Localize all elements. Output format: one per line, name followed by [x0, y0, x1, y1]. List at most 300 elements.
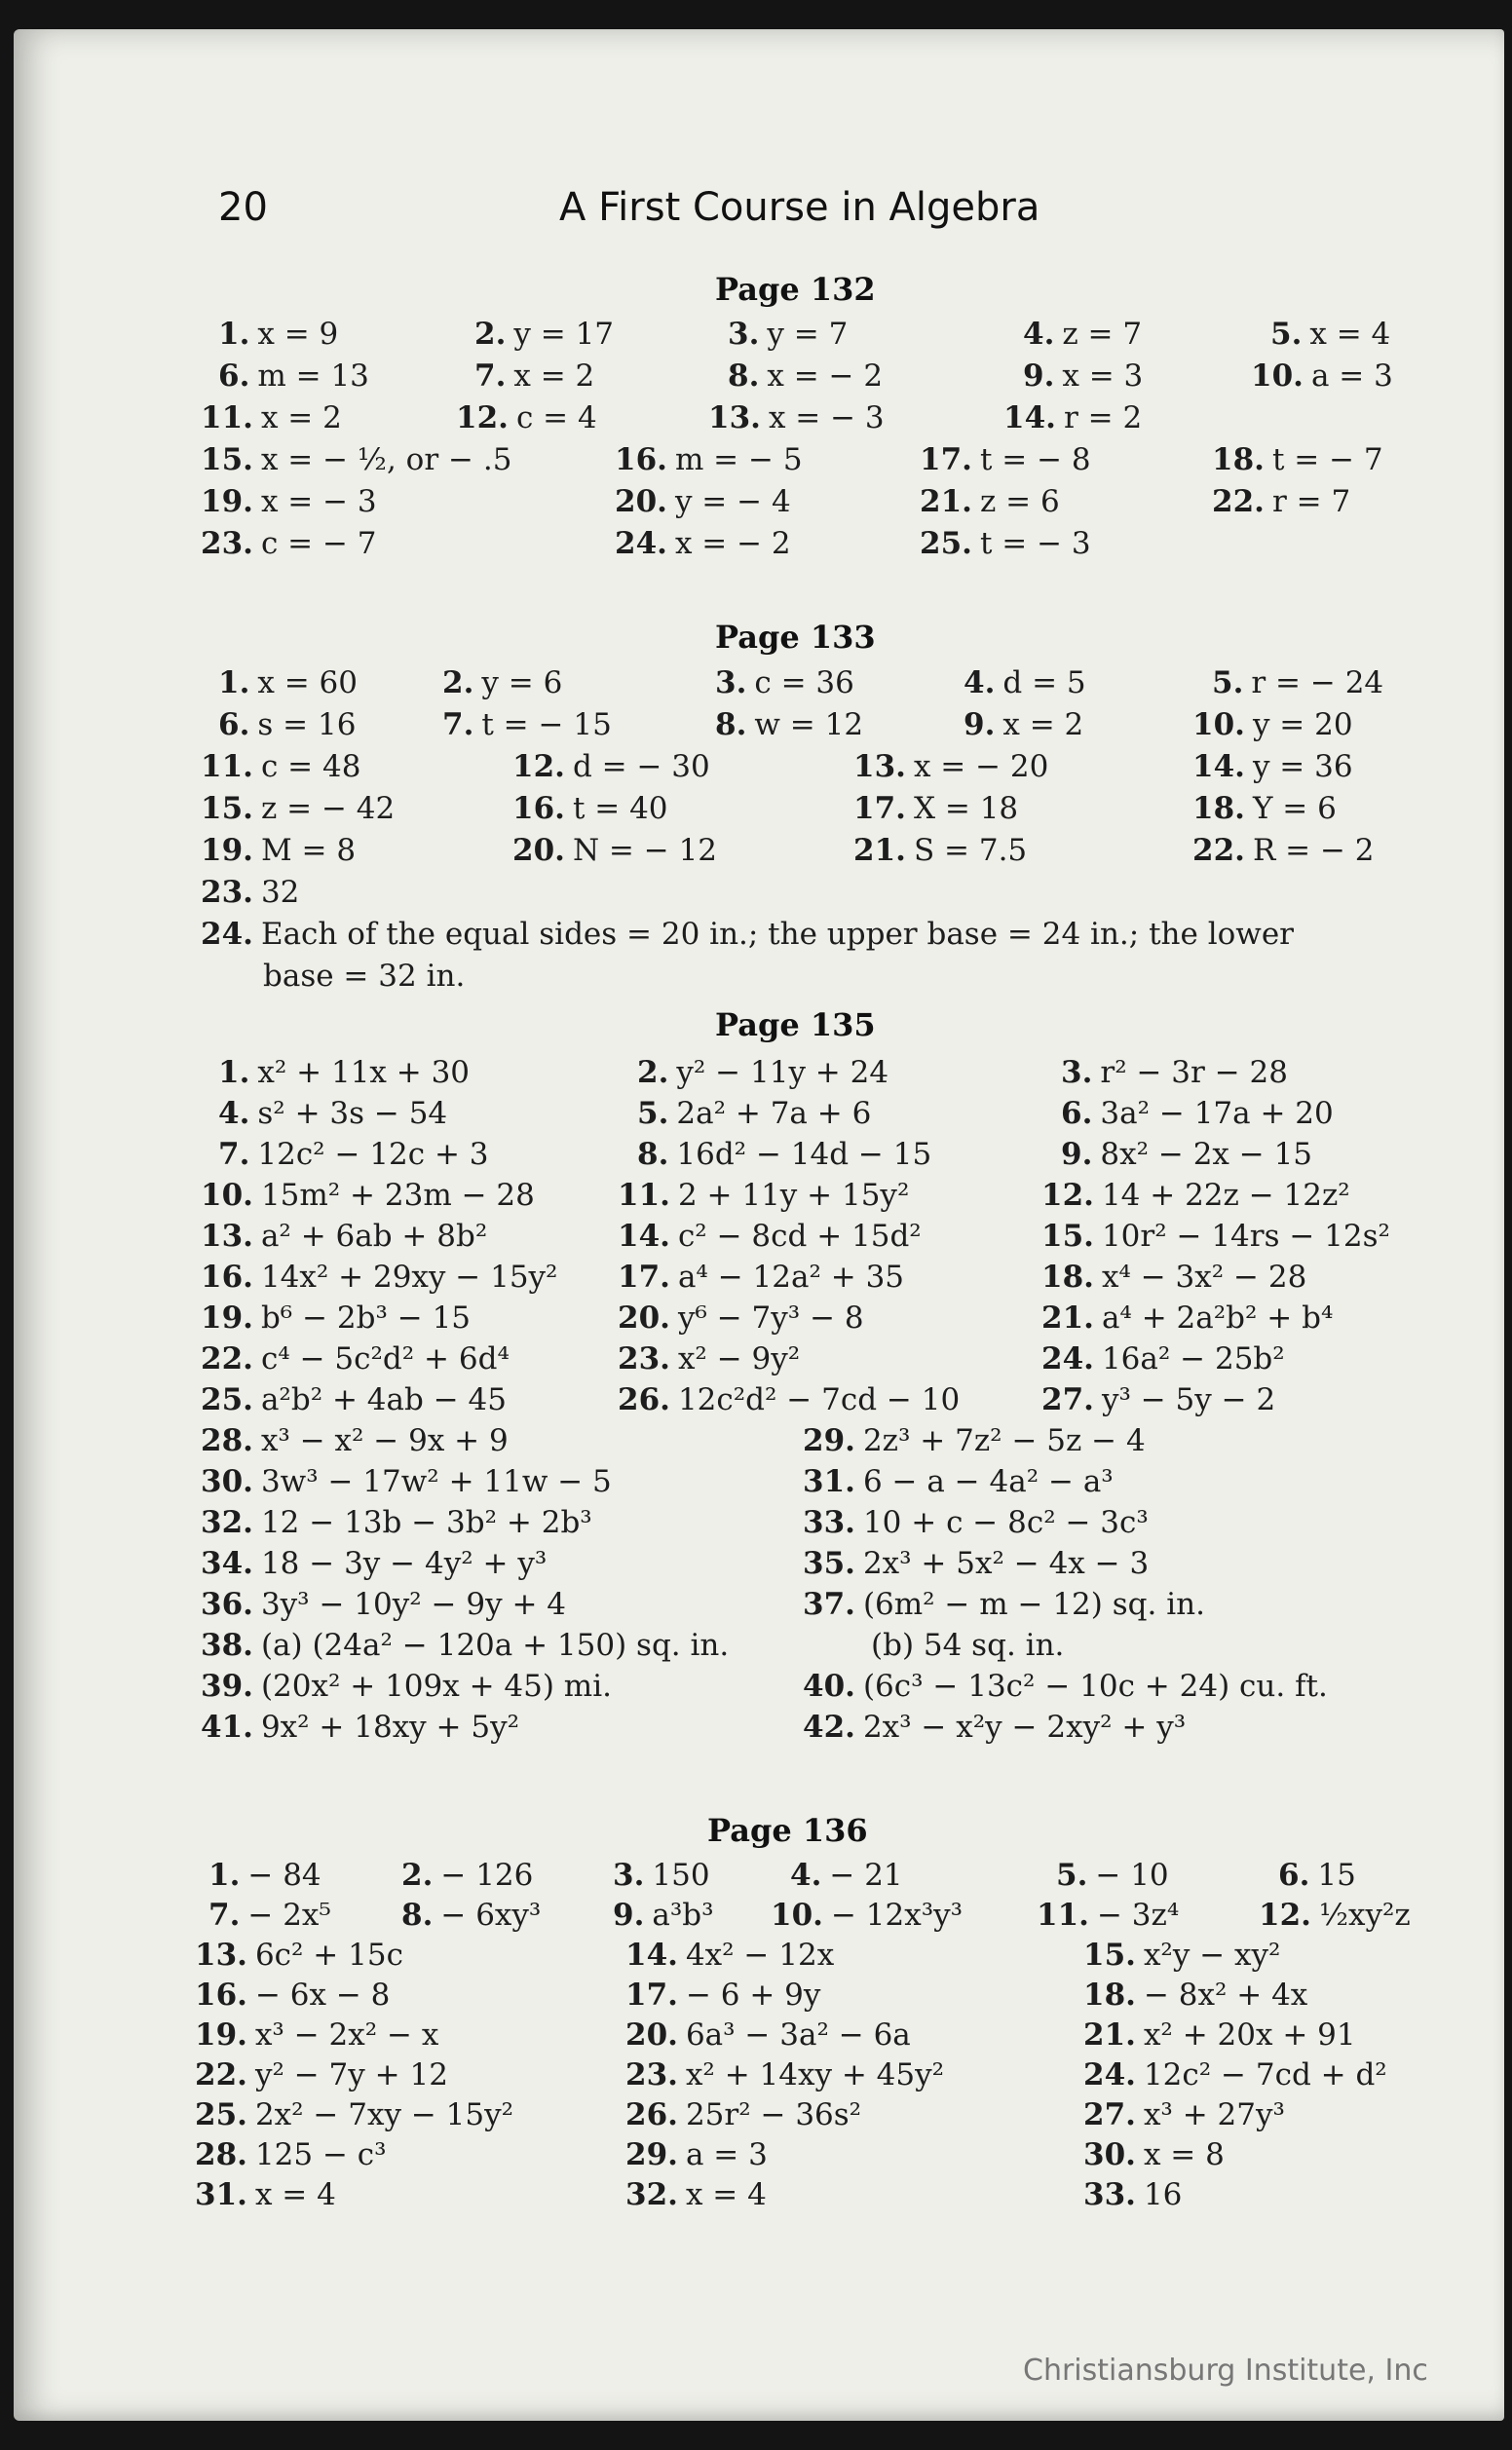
answer-number: 33. [803, 1505, 855, 1540]
answer-number: 4. [218, 1096, 250, 1131]
answer-item [218, 1055, 471, 1090]
answer-text: x = 9 [257, 317, 339, 352]
answer-text: x = − 3 [768, 400, 885, 435]
answer-text: r² − 3r − 28 [1100, 1055, 1288, 1090]
answer-item [201, 1423, 509, 1458]
answer-text: (a) (24a² − 120a + 150) sq. in. [260, 1628, 730, 1663]
answer-number: 17. [618, 1260, 670, 1295]
answer-number: 13. [853, 749, 906, 784]
section-heading: Page 132 [715, 271, 876, 308]
answer-text: a⁴ − 12a² + 35 [677, 1260, 905, 1295]
answer-text: 2a² + 7a + 6 [676, 1096, 872, 1131]
answer-number: 27. [1041, 1382, 1094, 1417]
answer-text: y = 6 [481, 665, 563, 700]
answer-item [618, 1341, 801, 1376]
answer-number: 8. [728, 358, 760, 394]
answer-item [1270, 317, 1391, 352]
answer-number: 1. [218, 317, 250, 352]
answer-number: 22. [201, 1341, 253, 1376]
answer-item [618, 1178, 910, 1213]
answer-text: z = 6 [979, 484, 1060, 519]
answer-text: 14x² + 29xy − 15y² [260, 1260, 558, 1295]
answer-item [208, 1898, 331, 1933]
answer-number: 10. [771, 1898, 823, 1933]
answer-item [803, 1464, 1114, 1499]
answer-item [1212, 442, 1383, 477]
answer-text: a = 3 [1310, 358, 1393, 394]
answer-number: 12. [1041, 1178, 1094, 1213]
answer-text: base = 32 in. [263, 959, 466, 994]
answer-number: 10. [201, 1178, 253, 1213]
answer-number: 27. [1083, 2097, 1136, 2132]
answer-number: 15. [1083, 1938, 1136, 1973]
answer-number: 12. [456, 400, 509, 435]
answer-number: 7. [442, 707, 474, 742]
answer-text: X = 18 [913, 791, 1019, 826]
answer-item [625, 2177, 767, 2212]
answer-number: 24. [1083, 2057, 1136, 2092]
answer-item [442, 665, 563, 700]
answer-number: 17. [625, 1978, 678, 2013]
answer-text: − 6xy³ [440, 1898, 542, 1933]
answer-text: c⁴ − 5c²d² + 6d⁴ [260, 1341, 510, 1376]
answer-text: c² − 8cd + 15d² [677, 1219, 922, 1254]
answer-text: 125 − c³ [254, 2137, 387, 2172]
answer-item [1037, 1898, 1180, 1933]
answer-number: 31. [803, 1464, 855, 1499]
answer-number: 29. [625, 2137, 678, 2172]
answer-text: w = 12 [754, 707, 864, 742]
answer-item [618, 1219, 922, 1254]
answer-item [201, 1178, 535, 1213]
answer-text: y = − 4 [674, 484, 791, 519]
answer-number: 16. [201, 1260, 253, 1295]
answer-item [201, 1341, 510, 1376]
answer-number: 24. [615, 526, 667, 561]
answer-item [1083, 2017, 1356, 2053]
answer-item [618, 1260, 905, 1295]
answer-item [615, 526, 791, 561]
answer-text: x² + 14xy + 45y² [685, 2057, 945, 2092]
answer-text: t = − 3 [979, 526, 1091, 561]
answer-text: (b) 54 sq. in. [871, 1628, 1065, 1663]
answer-number: 32. [625, 2177, 678, 2212]
answer-number: 26. [618, 1382, 670, 1417]
answer-number: 5. [1056, 1858, 1088, 1893]
answer-item [803, 1710, 1187, 1745]
answer-text: Each of the equal sides = 20 in.; the upper base = 24 in.; the lower [260, 917, 1294, 952]
answer-item [1259, 1898, 1411, 1933]
answer-number: 19. [201, 1300, 253, 1336]
answer-number: 23. [618, 1341, 670, 1376]
watermark: Christiansburg Institute, Inc [1023, 2354, 1428, 2388]
answer-item [637, 1137, 932, 1172]
answer-item [201, 526, 377, 561]
answer-text: 9x² + 18xy + 5y² [260, 1710, 520, 1745]
answer-item [456, 400, 597, 435]
answer-text: 3w³ − 17w² + 11w − 5 [260, 1464, 612, 1499]
answer-text: M = 8 [260, 833, 357, 868]
answer-item [625, 1938, 835, 1973]
answer-text: x² + 11x + 30 [257, 1055, 471, 1090]
answer-number: 19. [201, 484, 253, 519]
answer-text: x = 4 [254, 2177, 336, 2212]
answer-item [208, 1858, 321, 1893]
answer-number: 15. [1041, 1219, 1094, 1254]
answer-number: 10. [1192, 707, 1245, 742]
answer-text: a²b² + 4ab − 45 [260, 1382, 507, 1417]
answer-text: x = 60 [257, 665, 358, 700]
answer-text: 15 [1317, 1858, 1356, 1893]
answer-number: 20. [625, 2017, 678, 2053]
answer-item [1023, 358, 1144, 394]
answer-item [201, 1464, 612, 1499]
answer-item [1041, 1260, 1307, 1295]
answer-number: 35. [803, 1546, 855, 1581]
answer-item [1192, 833, 1375, 868]
answer-text: t = − 7 [1271, 442, 1383, 477]
answer-number: 24. [201, 917, 253, 952]
answer-number: 33. [1083, 2177, 1136, 2212]
answer-text: − 6x − 8 [254, 1978, 391, 2013]
answer-text: 6c² + 15c [254, 1938, 403, 1973]
answer-number: 1. [218, 665, 250, 700]
answer-text: 2 + 11y + 15y² [677, 1178, 910, 1213]
answer-text: 25r² − 36s² [685, 2097, 862, 2132]
answer-number: 3. [613, 1858, 645, 1893]
answer-item [853, 833, 1028, 868]
answer-number: 14. [1003, 400, 1056, 435]
answer-text: 6 − a − 4a² − a³ [862, 1464, 1114, 1499]
answer-item [1023, 317, 1143, 352]
answer-item [195, 1938, 403, 1973]
answer-text: 12c² − 7cd + d² [1143, 2057, 1387, 2092]
answer-text: r = 7 [1271, 484, 1351, 519]
answer-text: − 6 + 9y [685, 1978, 821, 2013]
answer-number: 22. [195, 2057, 247, 2092]
answer-item [625, 2017, 911, 2053]
answer-number: 21. [1041, 1300, 1094, 1336]
answer-text: x²y − xy² [1143, 1938, 1281, 1973]
answer-text: y⁶ − 7y³ − 8 [677, 1300, 864, 1336]
answer-text: r = 2 [1063, 400, 1143, 435]
answer-item [1192, 707, 1353, 742]
answer-number: 6. [1278, 1858, 1310, 1893]
answer-text: x³ + 27y³ [1143, 2097, 1285, 2132]
answer-number: 20. [615, 484, 667, 519]
answer-item [871, 1628, 1065, 1663]
answer-item [920, 484, 1060, 519]
answer-number: 24. [1041, 1341, 1094, 1376]
answer-item [803, 1669, 1328, 1704]
answer-text: 6a³ − 3a² − 6a [685, 2017, 911, 2053]
answer-number: 2. [637, 1055, 669, 1090]
answer-text: − 2x⁵ [247, 1898, 331, 1933]
answer-item [1212, 665, 1384, 700]
answer-item [728, 358, 884, 394]
answer-number: 21. [920, 484, 972, 519]
answer-number: 13. [708, 400, 761, 435]
answer-text: x³ − 2x² − x [254, 2017, 439, 2053]
answer-number: 13. [195, 1938, 247, 1973]
answer-number: 3. [1061, 1055, 1093, 1090]
answer-number: 41. [201, 1710, 253, 1745]
answer-item [218, 1096, 448, 1131]
answer-item [1192, 749, 1353, 784]
answer-item [201, 875, 300, 910]
answer-text: x = − 20 [913, 749, 1049, 784]
answer-item [442, 707, 612, 742]
answer-item [201, 1587, 566, 1622]
answer-text: 16d² − 14d − 15 [676, 1137, 932, 1172]
answer-text: 8x² − 2x − 15 [1100, 1137, 1313, 1172]
answer-item [201, 917, 1294, 952]
answer-item [1251, 358, 1393, 394]
answer-text: x = 3 [1062, 358, 1144, 394]
answer-number: 8. [715, 707, 747, 742]
answer-item [201, 833, 357, 868]
answer-item [613, 1858, 710, 1893]
answer-number: 36. [201, 1587, 253, 1622]
answer-text: y² − 7y + 12 [254, 2057, 448, 2092]
answer-item [618, 1300, 864, 1336]
answer-text: 14 + 22z − 12z² [1101, 1178, 1350, 1213]
answer-text: 15m² + 23m − 28 [260, 1178, 535, 1213]
answer-number: 25. [201, 1382, 253, 1417]
answer-number: 17. [920, 442, 972, 477]
answer-item [1061, 1055, 1288, 1090]
answer-item [1212, 484, 1351, 519]
answer-text: c = 4 [515, 400, 597, 435]
answer-item [715, 707, 864, 742]
answer-item [218, 1137, 489, 1172]
answer-text: z = 7 [1062, 317, 1143, 352]
answer-item [803, 1546, 1150, 1581]
answer-number: 14. [618, 1219, 670, 1254]
answer-text: − 21 [829, 1858, 903, 1893]
answer-text: 32 [260, 875, 300, 910]
answer-number: 42. [803, 1710, 855, 1745]
answer-number: 30. [1083, 2137, 1136, 2172]
answer-text: y³ − 5y − 2 [1101, 1382, 1276, 1417]
answer-text: (6m² − m − 12) sq. in. [862, 1587, 1205, 1622]
answer-text: y = 20 [1252, 707, 1353, 742]
answer-item [201, 1669, 612, 1704]
answer-number: 32. [201, 1505, 253, 1540]
answer-item [1083, 2177, 1183, 2212]
answer-number: 23. [625, 2057, 678, 2092]
answer-item [920, 526, 1091, 561]
answer-item [771, 1898, 964, 1933]
answer-item [1083, 2057, 1387, 2092]
answer-text: c = 48 [260, 749, 361, 784]
answer-item [618, 1382, 961, 1417]
section-heading: Page 133 [715, 619, 876, 656]
answer-number: 12. [1259, 1898, 1311, 1933]
answer-text: x² − 9y² [677, 1341, 801, 1376]
answer-text: ½xy²z [1318, 1898, 1411, 1933]
answer-item [1041, 1382, 1276, 1417]
answer-item [201, 749, 361, 784]
answer-item [615, 442, 803, 477]
answer-item [853, 791, 1019, 826]
answer-item [201, 400, 342, 435]
answer-number: 11. [201, 400, 253, 435]
answer-text: (6c³ − 13c² − 10c + 24) cu. ft. [862, 1669, 1328, 1704]
answer-text: d = − 30 [572, 749, 710, 784]
answer-number: 6. [1061, 1096, 1093, 1131]
answer-item [474, 358, 595, 394]
section-heading: Page 135 [715, 1006, 876, 1043]
answer-number: 26. [625, 2097, 678, 2132]
answer-text: 2x² − 7xy − 15y² [254, 2097, 514, 2132]
answer-text: a³b³ [652, 1898, 714, 1933]
answer-text: x = 2 [1002, 707, 1084, 742]
answer-number: 8. [401, 1898, 434, 1933]
answer-item [195, 1980, 390, 2011]
answer-number: 12. [512, 749, 565, 784]
answer-number: 17. [853, 791, 906, 826]
answer-item [803, 1505, 1149, 1540]
answer-number: 28. [195, 2137, 247, 2172]
answer-text: x = 2 [260, 400, 342, 435]
answer-item [1041, 1178, 1350, 1213]
answer-text: 2x³ + 5x² − 4x − 3 [862, 1546, 1150, 1581]
answer-number: 9. [964, 707, 996, 742]
answer-item [201, 1628, 730, 1663]
answer-item [201, 1260, 558, 1295]
answer-number: 13. [201, 1219, 253, 1254]
answer-item [201, 1300, 472, 1336]
answer-item [218, 665, 358, 700]
answer-number: 6. [218, 707, 250, 742]
answer-number: 31. [195, 2177, 247, 2212]
answer-item [625, 2057, 945, 2092]
answer-number: 21. [853, 833, 906, 868]
answer-number: 19. [195, 2017, 247, 2053]
answer-item [625, 2097, 862, 2132]
answer-number: 2. [401, 1858, 434, 1893]
answer-number: 23. [201, 526, 253, 561]
answer-number: 11. [1037, 1898, 1089, 1933]
answer-number: 1. [218, 1055, 250, 1090]
answer-text: x² + 20x + 91 [1143, 2017, 1356, 2053]
answer-text: z = − 42 [260, 791, 396, 826]
answer-text: m = − 5 [674, 442, 803, 477]
page-number: 20 [218, 185, 268, 230]
answer-text: S = 7.5 [913, 833, 1028, 868]
answer-number: 39. [201, 1669, 253, 1704]
answer-item [803, 1587, 1205, 1622]
answer-number: 7. [218, 1137, 250, 1172]
answer-text: − 12x³y³ [830, 1898, 964, 1933]
answer-number: 20. [618, 1300, 670, 1336]
answer-number: 2. [474, 317, 507, 352]
answer-text: d = 5 [1002, 665, 1086, 700]
answer-number: 19. [201, 833, 253, 868]
answer-item [195, 2017, 439, 2053]
answer-text: m = 13 [257, 358, 369, 394]
answer-text: 10 + c − 8c² − 3c³ [862, 1505, 1149, 1540]
answer-item [1083, 1980, 1307, 2011]
answer-text: x = 8 [1143, 2137, 1225, 2172]
answer-item [964, 665, 1086, 700]
answer-item [803, 1423, 1146, 1458]
answer-item [625, 1980, 820, 2011]
answer-text: 4x² − 12x [685, 1938, 835, 1973]
answer-number: 22. [1192, 833, 1245, 868]
answer-item [201, 1219, 488, 1254]
answer-item [1041, 1341, 1285, 1376]
answer-number: 38. [201, 1628, 253, 1663]
answer-item [201, 1382, 507, 1417]
answer-item [195, 2177, 336, 2212]
answer-number: 21. [1083, 2017, 1136, 2053]
answer-number: 30. [201, 1464, 253, 1499]
answer-number: 11. [618, 1178, 670, 1213]
answer-text: 2z³ + 7z² − 5z − 4 [862, 1423, 1146, 1458]
answer-text: R = − 2 [1252, 833, 1375, 868]
answer-number: 5. [1270, 317, 1303, 352]
answer-item [1056, 1858, 1169, 1893]
answer-item [218, 707, 357, 742]
answer-item [512, 791, 668, 826]
answer-item [1061, 1137, 1313, 1172]
answer-number: 4. [1023, 317, 1055, 352]
answer-number: 7. [474, 358, 507, 394]
answer-item [625, 2137, 768, 2172]
answer-item [201, 791, 396, 826]
answer-text: t = 40 [572, 791, 668, 826]
answer-item [1192, 791, 1337, 826]
answer-item [1041, 1300, 1334, 1336]
answer-item [263, 961, 465, 992]
answer-item [512, 833, 718, 868]
answer-item [1003, 400, 1143, 435]
answer-item [201, 1546, 548, 1581]
answer-item [708, 400, 885, 435]
answer-number: 18. [1192, 791, 1245, 826]
answer-text: − 8x² + 4x [1143, 1978, 1308, 2013]
answer-item [1041, 1219, 1390, 1254]
answer-number: 10. [1251, 358, 1304, 394]
answer-text: b⁶ − 2b³ − 15 [260, 1300, 472, 1336]
answer-item [218, 358, 369, 394]
page-title: A First Course in Algebra [559, 185, 1040, 230]
answer-text: c = − 7 [260, 526, 377, 561]
answer-number: 14. [1192, 749, 1245, 784]
answer-text: − 84 [247, 1858, 321, 1893]
answer-number: 3. [715, 665, 747, 700]
answer-text: 16 [1143, 2177, 1183, 2212]
answer-item [1083, 2137, 1225, 2172]
answer-number: 25. [195, 2097, 247, 2132]
answer-item [1278, 1858, 1356, 1893]
answer-item [1061, 1096, 1334, 1131]
answer-text: 3y³ − 10y² − 9y + 4 [260, 1587, 566, 1622]
answer-item [964, 707, 1084, 742]
answer-number: 16. [512, 791, 565, 826]
answer-item [201, 1505, 592, 1540]
answer-item [637, 1096, 872, 1131]
answer-number: 6. [218, 358, 250, 394]
answer-number: 9. [613, 1898, 645, 1933]
answer-number: 20. [512, 833, 565, 868]
answer-item [615, 484, 791, 519]
answer-item [195, 2097, 514, 2132]
answer-item [201, 1710, 520, 1745]
answer-number: 5. [1212, 665, 1244, 700]
